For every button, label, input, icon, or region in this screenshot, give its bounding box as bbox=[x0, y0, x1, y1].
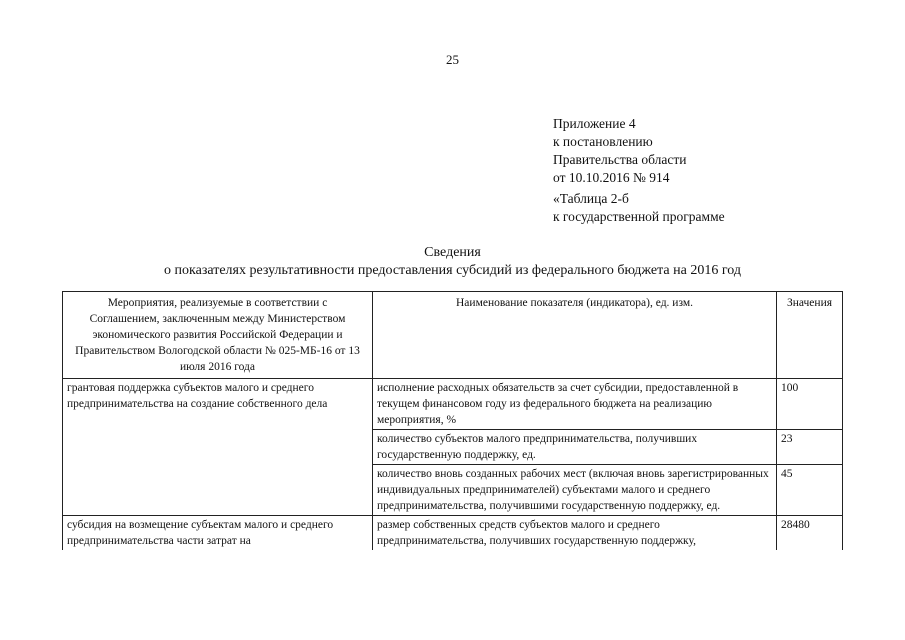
value-cell: 23 bbox=[777, 430, 843, 465]
indicator-cell: размер собственных средств субъектов малого и среднего предпринимательства, получивших государственную поддержку, bbox=[373, 516, 777, 551]
page-number: 25 bbox=[446, 52, 459, 67]
activity-cell: субсидия на возмещение субъектам малого и среднего предпринимательства части затрат на bbox=[63, 516, 373, 551]
table-header-row bbox=[63, 292, 843, 379]
appendix-line: Правительства области bbox=[553, 152, 687, 167]
appendix-line: к постановлению bbox=[553, 134, 653, 149]
document-subtitle: о показателях результативности предоставления субсидий из федерального бюджета на 2016 год bbox=[164, 263, 741, 278]
header-activities: Мероприятия, реализуемые в соответствии с Соглашением, заключенным между Министерством экономического развития Российской Федерации и Правительством Вологодской области № 025-МБ-16 от 13 июля 2016 года bbox=[63, 292, 373, 379]
table-ref-line: «Таблица 2-б bbox=[553, 191, 629, 206]
document-title: Сведения bbox=[424, 245, 481, 260]
activity-cell: грантовая поддержка субъектов малого и среднего предпринимательства на создание собственного дела bbox=[63, 379, 373, 516]
indicators-table bbox=[62, 291, 843, 550]
table-row bbox=[63, 379, 843, 430]
table-reference bbox=[553, 190, 725, 226]
appendix-line: от 10.10.2016 № 914 bbox=[553, 170, 670, 185]
value-cell: 28480 bbox=[777, 516, 843, 551]
value-cell: 45 bbox=[777, 465, 843, 516]
header-indicator: Наименование показателя (индикатора), ед. изм. bbox=[373, 292, 777, 379]
indicator-cell: количество вновь созданных рабочих мест (включая вновь зарегистрированных индивидуальных предпринимателей) субъектами малого и среднего предпринимательства, получившими государственную поддержку, ед. bbox=[373, 465, 777, 516]
header-values: Значения bbox=[777, 292, 843, 379]
table-row bbox=[63, 516, 843, 551]
value-cell: 100 bbox=[777, 379, 843, 430]
appendix-line: Приложение 4 bbox=[553, 116, 636, 131]
indicator-cell: количество субъектов малого предпринимательства, получивших государственную поддержку, ед. bbox=[373, 430, 777, 465]
table-ref-line: к государственной программе bbox=[553, 209, 725, 224]
appendix-block bbox=[553, 115, 686, 187]
indicator-cell: исполнение расходных обязательств за счет субсидии, предоставленной в текущем финансовом году из федерального бюджета на реализацию мероприятия, % bbox=[373, 379, 777, 430]
